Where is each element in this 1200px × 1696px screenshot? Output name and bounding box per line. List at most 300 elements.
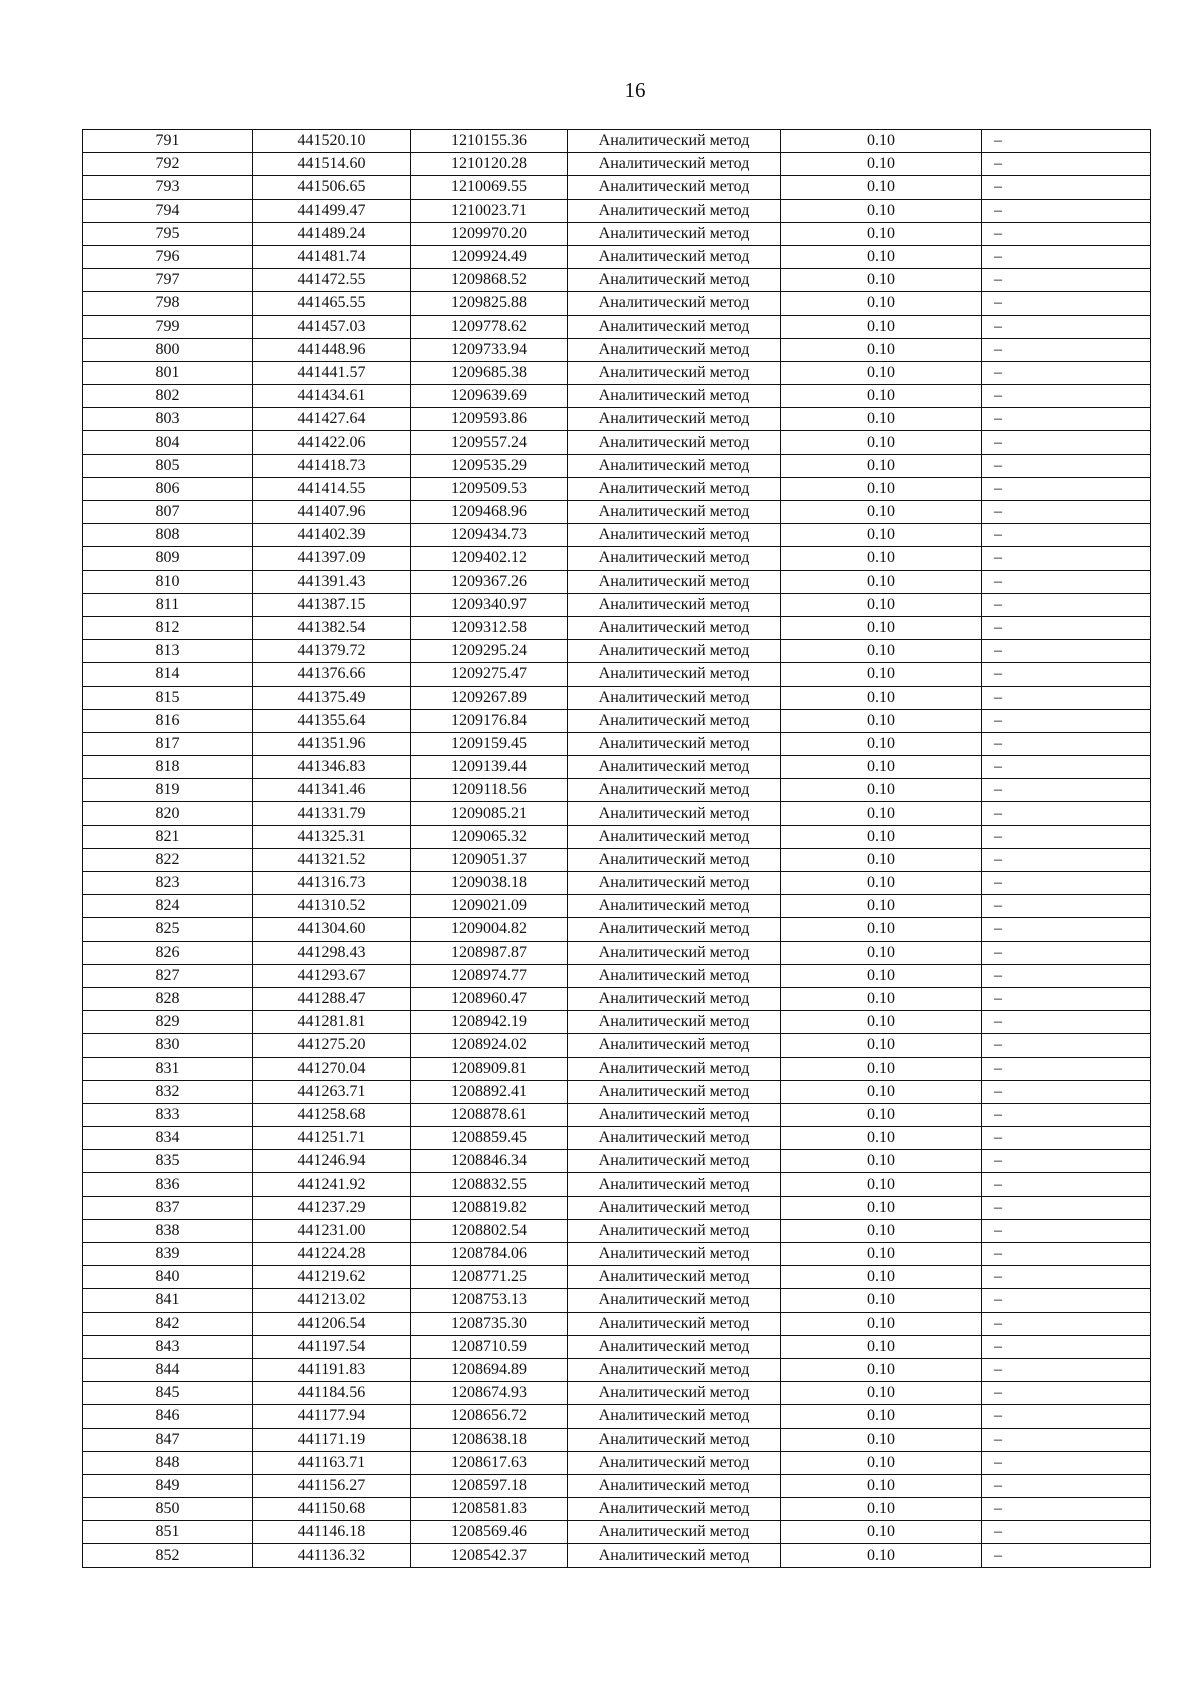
table-row [83,663,1151,686]
point-number-cell: 813 [83,640,253,663]
x-coordinate-cell: 441448.96 [253,338,411,361]
description-cell: – [982,431,1151,454]
point-number-cell: 815 [83,686,253,709]
accuracy-cell: 0.10 [781,987,982,1010]
table-row [83,1451,1151,1474]
method-cell: Аналитический метод [568,338,781,361]
point-number-cell: 850 [83,1498,253,1521]
table-row [83,1127,1151,1150]
table-row [83,1196,1151,1219]
point-number-cell: 842 [83,1312,253,1335]
point-number-cell: 820 [83,802,253,825]
accuracy-cell: 0.10 [781,895,982,918]
description-cell: – [982,501,1151,524]
table-row [83,895,1151,918]
y-coordinate-cell: 1209868.52 [411,269,568,292]
description-cell: – [982,547,1151,570]
x-coordinate-cell: 441246.94 [253,1150,411,1173]
method-cell: Аналитический метод [568,1219,781,1242]
point-number-cell: 840 [83,1266,253,1289]
accuracy-cell: 0.10 [781,1150,982,1173]
method-cell: Аналитический метод [568,1150,781,1173]
y-coordinate-cell: 1208892.41 [411,1080,568,1103]
description-cell: – [982,1382,1151,1405]
description-cell: – [982,1011,1151,1034]
description-cell: – [982,454,1151,477]
accuracy-cell: 0.10 [781,593,982,616]
x-coordinate-cell: 441213.02 [253,1289,411,1312]
method-cell: Аналитический метод [568,1312,781,1335]
accuracy-cell: 0.10 [781,1034,982,1057]
point-number-cell: 793 [83,176,253,199]
table-row [83,640,1151,663]
description-cell: – [982,1289,1151,1312]
y-coordinate-cell: 1209139.44 [411,756,568,779]
point-number-cell: 814 [83,663,253,686]
table-row [83,1266,1151,1289]
method-cell: Аналитический метод [568,1289,781,1312]
point-number-cell: 818 [83,756,253,779]
table-row [83,1428,1151,1451]
x-coordinate-cell: 441275.20 [253,1034,411,1057]
table-row [83,408,1151,431]
method-cell: Аналитический метод [568,1358,781,1381]
table-row [83,872,1151,895]
table-row [83,385,1151,408]
description-cell: – [982,245,1151,268]
y-coordinate-cell: 1210120.28 [411,153,568,176]
method-cell: Аналитический метод [568,848,781,871]
method-cell: Аналитический метод [568,732,781,755]
method-cell: Аналитический метод [568,222,781,245]
description-cell: – [982,1034,1151,1057]
y-coordinate-cell: 1208569.46 [411,1521,568,1544]
y-coordinate-cell: 1208802.54 [411,1219,568,1242]
point-number-cell: 807 [83,501,253,524]
x-coordinate-cell: 441391.43 [253,570,411,593]
x-coordinate-cell: 441298.43 [253,941,411,964]
x-coordinate-cell: 441489.24 [253,222,411,245]
description-cell: – [982,408,1151,431]
x-coordinate-cell: 441321.52 [253,848,411,871]
description-cell: – [982,779,1151,802]
accuracy-cell: 0.10 [781,848,982,871]
accuracy-cell: 0.10 [781,570,982,593]
table-row [83,593,1151,616]
x-coordinate-cell: 441457.03 [253,315,411,338]
accuracy-cell: 0.10 [781,1498,982,1521]
table-row [83,524,1151,547]
description-cell: – [982,176,1151,199]
x-coordinate-cell: 441241.92 [253,1173,411,1196]
table-row [83,1150,1151,1173]
accuracy-cell: 0.10 [781,964,982,987]
method-cell: Аналитический метод [568,1173,781,1196]
y-coordinate-cell: 1208638.18 [411,1428,568,1451]
method-cell: Аналитический метод [568,756,781,779]
description-cell: – [982,1243,1151,1266]
x-coordinate-cell: 441379.72 [253,640,411,663]
table-row [83,1289,1151,1312]
description-cell: – [982,1080,1151,1103]
x-coordinate-cell: 441418.73 [253,454,411,477]
accuracy-cell: 0.10 [781,616,982,639]
x-coordinate-cell: 441382.54 [253,616,411,639]
method-cell: Аналитический метод [568,547,781,570]
accuracy-cell: 0.10 [781,1243,982,1266]
method-cell: Аналитический метод [568,292,781,315]
x-coordinate-cell: 441506.65 [253,176,411,199]
accuracy-cell: 0.10 [781,153,982,176]
description-cell: – [982,1103,1151,1126]
description-cell: – [982,848,1151,871]
description-cell: – [982,1312,1151,1335]
table-row [83,547,1151,570]
y-coordinate-cell: 1209924.49 [411,245,568,268]
point-number-cell: 816 [83,709,253,732]
accuracy-cell: 0.10 [781,1521,982,1544]
x-coordinate-cell: 441465.55 [253,292,411,315]
table-row [83,153,1151,176]
y-coordinate-cell: 1209021.09 [411,895,568,918]
y-coordinate-cell: 1209085.21 [411,802,568,825]
description-cell: – [982,709,1151,732]
point-number-cell: 827 [83,964,253,987]
table-row [83,431,1151,454]
y-coordinate-cell: 1208942.19 [411,1011,568,1034]
y-coordinate-cell: 1208656.72 [411,1405,568,1428]
y-coordinate-cell: 1209733.94 [411,338,568,361]
table-row [83,361,1151,384]
x-coordinate-cell: 441150.68 [253,1498,411,1521]
x-coordinate-cell: 441288.47 [253,987,411,1010]
accuracy-cell: 0.10 [781,1057,982,1080]
accuracy-cell: 0.10 [781,1405,982,1428]
description-cell: – [982,756,1151,779]
y-coordinate-cell: 1209118.56 [411,779,568,802]
y-coordinate-cell: 1209970.20 [411,222,568,245]
table-row [83,245,1151,268]
description-cell: – [982,616,1151,639]
y-coordinate-cell: 1209038.18 [411,872,568,895]
method-cell: Аналитический метод [568,153,781,176]
y-coordinate-cell: 1209778.62 [411,315,568,338]
method-cell: Аналитический метод [568,1266,781,1289]
description-cell: – [982,153,1151,176]
point-number-cell: 809 [83,547,253,570]
point-number-cell: 819 [83,779,253,802]
x-coordinate-cell: 441407.96 [253,501,411,524]
table-body [83,130,1151,1568]
method-cell: Аналитический метод [568,454,781,477]
x-coordinate-cell: 441397.09 [253,547,411,570]
description-cell: – [982,1358,1151,1381]
method-cell: Аналитический метод [568,130,781,153]
y-coordinate-cell: 1208710.59 [411,1335,568,1358]
accuracy-cell: 0.10 [781,361,982,384]
table-row [83,686,1151,709]
description-cell: – [982,1474,1151,1497]
accuracy-cell: 0.10 [781,338,982,361]
x-coordinate-cell: 441427.64 [253,408,411,431]
point-number-cell: 810 [83,570,253,593]
accuracy-cell: 0.10 [781,222,982,245]
point-number-cell: 822 [83,848,253,871]
point-number-cell: 835 [83,1150,253,1173]
description-cell: – [982,222,1151,245]
description-cell: – [982,686,1151,709]
accuracy-cell: 0.10 [781,1451,982,1474]
x-coordinate-cell: 441146.18 [253,1521,411,1544]
description-cell: – [982,1521,1151,1544]
method-cell: Аналитический метод [568,1127,781,1150]
table-row [83,338,1151,361]
accuracy-cell: 0.10 [781,779,982,802]
accuracy-cell: 0.10 [781,431,982,454]
accuracy-cell: 0.10 [781,292,982,315]
y-coordinate-cell: 1209557.24 [411,431,568,454]
table-row [83,987,1151,1010]
table-row [83,1521,1151,1544]
accuracy-cell: 0.10 [781,269,982,292]
point-number-cell: 821 [83,825,253,848]
x-coordinate-cell: 441197.54 [253,1335,411,1358]
x-coordinate-cell: 441191.83 [253,1358,411,1381]
y-coordinate-cell: 1209593.86 [411,408,568,431]
y-coordinate-cell: 1209275.47 [411,663,568,686]
table-row [83,130,1151,153]
y-coordinate-cell: 1208542.37 [411,1544,568,1567]
method-cell: Аналитический метод [568,524,781,547]
table-row [83,1382,1151,1405]
x-coordinate-cell: 441237.29 [253,1196,411,1219]
x-coordinate-cell: 441414.55 [253,477,411,500]
table-row [83,292,1151,315]
table-row [83,732,1151,755]
table-row [83,848,1151,871]
accuracy-cell: 0.10 [781,1428,982,1451]
description-cell: – [982,593,1151,616]
method-cell: Аналитический метод [568,1034,781,1057]
table-row [83,1312,1151,1335]
table-row [83,1544,1151,1567]
x-coordinate-cell: 441325.31 [253,825,411,848]
table-row [83,1103,1151,1126]
y-coordinate-cell: 1208878.61 [411,1103,568,1126]
accuracy-cell: 0.10 [781,732,982,755]
description-cell: – [982,477,1151,500]
table-row [83,1474,1151,1497]
table-row [83,1405,1151,1428]
point-number-cell: 797 [83,269,253,292]
description-cell: – [982,524,1151,547]
description-cell: – [982,292,1151,315]
y-coordinate-cell: 1208974.77 [411,964,568,987]
y-coordinate-cell: 1208859.45 [411,1127,568,1150]
point-number-cell: 798 [83,292,253,315]
method-cell: Аналитический метод [568,408,781,431]
point-number-cell: 796 [83,245,253,268]
point-number-cell: 843 [83,1335,253,1358]
y-coordinate-cell: 1208909.81 [411,1057,568,1080]
x-coordinate-cell: 441331.79 [253,802,411,825]
accuracy-cell: 0.10 [781,385,982,408]
method-cell: Аналитический метод [568,709,781,732]
description-cell: – [982,1451,1151,1474]
y-coordinate-cell: 1209159.45 [411,732,568,755]
y-coordinate-cell: 1210155.36 [411,130,568,153]
x-coordinate-cell: 441206.54 [253,1312,411,1335]
point-number-cell: 841 [83,1289,253,1312]
point-number-cell: 839 [83,1243,253,1266]
accuracy-cell: 0.10 [781,245,982,268]
method-cell: Аналитический метод [568,1521,781,1544]
method-cell: Аналитический метод [568,941,781,964]
x-coordinate-cell: 441251.71 [253,1127,411,1150]
table-row [83,1358,1151,1381]
description-cell: – [982,918,1151,941]
description-cell: – [982,964,1151,987]
y-coordinate-cell: 1209312.58 [411,616,568,639]
description-cell: – [982,732,1151,755]
accuracy-cell: 0.10 [781,1011,982,1034]
y-coordinate-cell: 1209468.96 [411,501,568,524]
method-cell: Аналитический метод [568,245,781,268]
x-coordinate-cell: 441258.68 [253,1103,411,1126]
point-number-cell: 848 [83,1451,253,1474]
x-coordinate-cell: 441434.61 [253,385,411,408]
x-coordinate-cell: 441346.83 [253,756,411,779]
method-cell: Аналитический метод [568,1335,781,1358]
x-coordinate-cell: 441499.47 [253,199,411,222]
table-row [83,1173,1151,1196]
method-cell: Аналитический метод [568,1243,781,1266]
y-coordinate-cell: 1209509.53 [411,477,568,500]
x-coordinate-cell: 441351.96 [253,732,411,755]
accuracy-cell: 0.10 [781,315,982,338]
method-cell: Аналитический метод [568,825,781,848]
accuracy-cell: 0.10 [781,686,982,709]
table-row [83,779,1151,802]
accuracy-cell: 0.10 [781,547,982,570]
table-row [83,176,1151,199]
point-number-cell: 804 [83,431,253,454]
x-coordinate-cell: 441219.62 [253,1266,411,1289]
method-cell: Аналитический метод [568,361,781,384]
x-coordinate-cell: 441316.73 [253,872,411,895]
table-row [83,941,1151,964]
accuracy-cell: 0.10 [781,454,982,477]
x-coordinate-cell: 441293.67 [253,964,411,987]
method-cell: Аналитический метод [568,1405,781,1428]
y-coordinate-cell: 1208960.47 [411,987,568,1010]
accuracy-cell: 0.10 [781,1382,982,1405]
method-cell: Аналитический метод [568,1451,781,1474]
table-row [83,570,1151,593]
x-coordinate-cell: 441163.71 [253,1451,411,1474]
point-number-cell: 795 [83,222,253,245]
y-coordinate-cell: 1208832.55 [411,1173,568,1196]
x-coordinate-cell: 441156.27 [253,1474,411,1497]
accuracy-cell: 0.10 [781,1103,982,1126]
method-cell: Аналитический метод [568,1382,781,1405]
point-number-cell: 791 [83,130,253,153]
method-cell: Аналитический метод [568,987,781,1010]
point-number-cell: 799 [83,315,253,338]
method-cell: Аналитический метод [568,1428,781,1451]
description-cell: – [982,1127,1151,1150]
x-coordinate-cell: 441441.57 [253,361,411,384]
description-cell: – [982,1196,1151,1219]
point-number-cell: 825 [83,918,253,941]
point-number-cell: 805 [83,454,253,477]
point-number-cell: 803 [83,408,253,431]
method-cell: Аналитический метод [568,477,781,500]
accuracy-cell: 0.10 [781,477,982,500]
y-coordinate-cell: 1208694.89 [411,1358,568,1381]
accuracy-cell: 0.10 [781,1196,982,1219]
point-number-cell: 833 [83,1103,253,1126]
x-coordinate-cell: 441481.74 [253,245,411,268]
y-coordinate-cell: 1209267.89 [411,686,568,709]
point-number-cell: 826 [83,941,253,964]
description-cell: – [982,987,1151,1010]
accuracy-cell: 0.10 [781,1474,982,1497]
method-cell: Аналитический метод [568,1103,781,1126]
table-row [83,1219,1151,1242]
method-cell: Аналитический метод [568,593,781,616]
method-cell: Аналитический метод [568,199,781,222]
method-cell: Аналитический метод [568,176,781,199]
point-number-cell: 832 [83,1080,253,1103]
table-row [83,315,1151,338]
method-cell: Аналитический метод [568,964,781,987]
y-coordinate-cell: 1208819.82 [411,1196,568,1219]
x-coordinate-cell: 441514.60 [253,153,411,176]
accuracy-cell: 0.10 [781,1080,982,1103]
accuracy-cell: 0.10 [781,130,982,153]
method-cell: Аналитический метод [568,570,781,593]
table-row [83,1011,1151,1034]
accuracy-cell: 0.10 [781,1219,982,1242]
table-row [83,709,1151,732]
y-coordinate-cell: 1209825.88 [411,292,568,315]
method-cell: Аналитический метод [568,501,781,524]
x-coordinate-cell: 441520.10 [253,130,411,153]
y-coordinate-cell: 1208784.06 [411,1243,568,1266]
point-number-cell: 801 [83,361,253,384]
method-cell: Аналитический метод [568,779,781,802]
accuracy-cell: 0.10 [781,408,982,431]
accuracy-cell: 0.10 [781,1358,982,1381]
description-cell: – [982,269,1151,292]
table-row [83,501,1151,524]
method-cell: Аналитический метод [568,802,781,825]
x-coordinate-cell: 441270.04 [253,1057,411,1080]
accuracy-cell: 0.10 [781,501,982,524]
description-cell: – [982,130,1151,153]
method-cell: Аналитический метод [568,616,781,639]
x-coordinate-cell: 441375.49 [253,686,411,709]
point-number-cell: 802 [83,385,253,408]
description-cell: – [982,1498,1151,1521]
point-number-cell: 831 [83,1057,253,1080]
point-number-cell: 845 [83,1382,253,1405]
description-cell: – [982,1544,1151,1567]
accuracy-cell: 0.10 [781,802,982,825]
y-coordinate-cell: 1209176.84 [411,709,568,732]
table-row [83,269,1151,292]
